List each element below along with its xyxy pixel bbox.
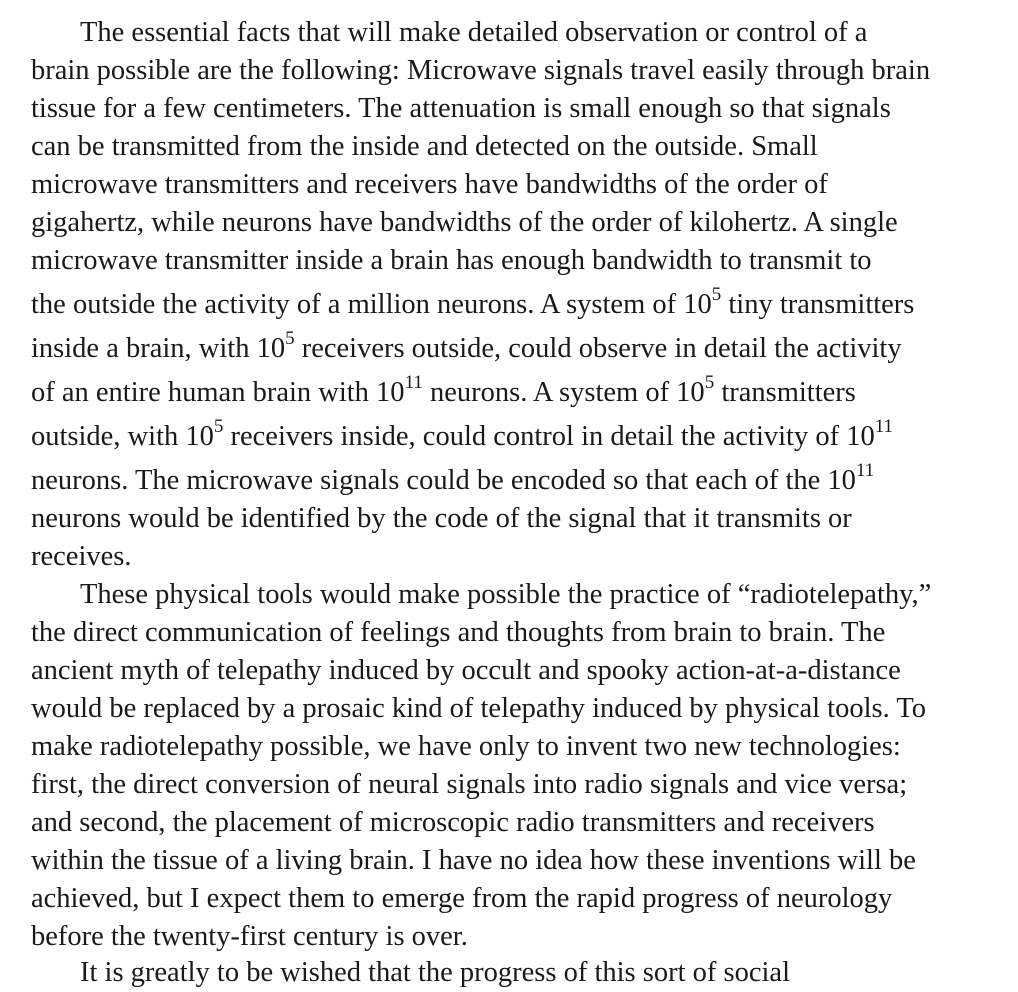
exponent: 5 xyxy=(285,328,295,349)
text-run: receivers inside, could control in detail the activity of 10 xyxy=(223,421,875,452)
text-line xyxy=(31,766,907,804)
exponent: 5 xyxy=(213,416,224,437)
text-run: the outside the activity of a million neurons. A system of 10 xyxy=(31,289,712,320)
text-line xyxy=(80,14,867,52)
text-line xyxy=(31,330,902,368)
text-line xyxy=(31,204,898,242)
text-run: microwave transmitters and receivers have bandwidths of the order of xyxy=(31,169,828,200)
text-line xyxy=(80,576,931,614)
text-run: the direct communication of feelings and thoughts from brain to brain. The xyxy=(31,617,886,648)
text-run: can be transmitted from the inside and detected on the outside. Small xyxy=(31,131,818,162)
text-line xyxy=(31,880,892,918)
text-run: The essential facts that will make detailed observation or control of a xyxy=(80,17,868,48)
exponent: 11 xyxy=(855,460,875,481)
text-line xyxy=(31,500,852,538)
text-line xyxy=(31,242,872,280)
text-line xyxy=(31,614,885,652)
text-run: tissue for a few centimeters. The attenuation is small enough so that signals xyxy=(31,93,891,124)
text-run: first, the direct conversion of neural signals into radio signals and vice versa; xyxy=(31,769,908,800)
text-run: of an entire human brain with 10 xyxy=(31,377,405,408)
text-run: within the tissue of a living brain. I have no idea how these inventions will be xyxy=(31,845,916,876)
text-run: receivers outside, could observe in detail the activity xyxy=(294,333,902,364)
text-run: neurons. The microwave signals could be encoded so that each of the 10 xyxy=(31,465,856,496)
text-run: outside, with 10 xyxy=(31,421,214,452)
text-line xyxy=(31,286,914,324)
text-run: and second, the placement of microscopic radio transmitters and receivers xyxy=(31,807,875,838)
text-line xyxy=(31,804,875,842)
exponent: 5 xyxy=(704,372,715,393)
exponent: 11 xyxy=(404,372,423,393)
text-run: neurons. A system of 10 xyxy=(422,377,705,408)
text-run: transmitters xyxy=(714,377,856,408)
text-line xyxy=(31,918,468,956)
text-line xyxy=(31,418,893,456)
text-line xyxy=(31,690,926,728)
text-line xyxy=(31,652,901,690)
text-line xyxy=(31,462,874,500)
text-run: before the twenty-first century is over. xyxy=(31,921,468,952)
text-line xyxy=(31,128,818,166)
text-run: gigahertz, while neurons have bandwidths of the order of kilohertz. A single xyxy=(31,207,898,238)
text-line xyxy=(31,166,828,204)
text-line xyxy=(31,728,901,766)
text-run: microwave transmitter inside a brain has enough bandwidth to transmit to xyxy=(31,245,872,276)
text-run: inside a brain, with 10 xyxy=(31,333,286,364)
text-line xyxy=(31,52,930,90)
text-run: achieved, but I expect them to emerge from the rapid progress of neurology xyxy=(31,883,893,914)
exponent: 5 xyxy=(711,284,722,305)
text-run: These physical tools would make possible the practice of “radiotelepathy,” xyxy=(80,579,932,610)
text-line xyxy=(31,842,916,880)
text-run: neurons would be identified by the code of the signal that it transmits or xyxy=(31,503,852,534)
text-run: tiny transmitters xyxy=(721,289,915,320)
text-line xyxy=(31,538,131,576)
text-run: receives. xyxy=(31,541,132,572)
text-run: brain possible are the following: Microwave signals travel easily through brain xyxy=(31,55,931,86)
text-line xyxy=(80,954,790,992)
text-line xyxy=(31,374,856,412)
text-line xyxy=(31,90,891,128)
text-run: ancient myth of telepathy induced by occult and spooky action-at-a-distance xyxy=(31,655,901,686)
text-run: would be replaced by a prosaic kind of telepathy induced by physical tools. To xyxy=(31,693,926,724)
text-run: It is greatly to be wished that the progress of this sort of social xyxy=(80,957,790,988)
exponent: 11 xyxy=(874,416,894,437)
text-run: make radiotelepathy possible, we have only to invent two new technologies: xyxy=(31,731,901,762)
